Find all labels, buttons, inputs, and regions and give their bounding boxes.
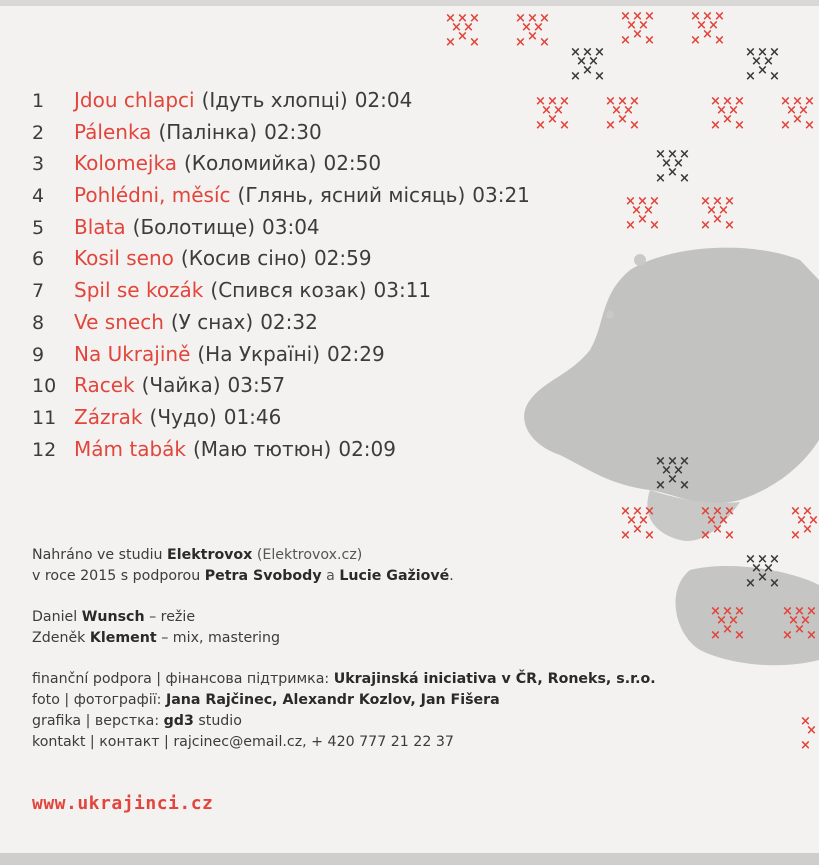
supporter-name: Lucie Gažiové [339,568,450,584]
track-duration: 02:04 [354,88,413,112]
track-number: 9 [32,343,45,366]
funding-label: finanční podpora | фінансова підтримка: [32,671,330,687]
recording-line [32,545,656,566]
track-number: 11 [32,406,57,429]
track-number: 2 [32,121,45,144]
track-row [32,183,530,215]
graphics-brand: gd3 [163,713,194,729]
supporter-name: Petra Svobody [204,568,322,584]
graphics-line [32,711,656,732]
track-title-ukrainian: (Чудо) [149,404,217,429]
track-title-czech: Na Ukrajině [74,341,191,366]
track-title-ukrainian: (У снах) [170,309,254,334]
track-title-ukrainian: (Спився козак) [210,278,367,303]
track-row [32,278,530,310]
track-number: 10 [32,375,57,398]
track-title-ukrainian: (Ідуть хлопці) [201,88,348,112]
photo-line [32,690,656,711]
support-prefix: v roce 2015 s podporou [32,568,201,584]
staff-last-name: Wunsch [81,609,145,625]
photo-value: Jana Rajčinec, Alexandr Kozlov, Jan Fišera [165,692,500,708]
track-duration: 01:46 [223,404,282,429]
track-number: 12 [32,438,57,461]
staff-last-name: Klement [89,630,157,646]
track-row [32,310,530,342]
track-title-czech: Pohlédni, měsíc [74,183,231,208]
track-row [32,342,530,374]
website-url[interactable]: www.ukrajinci.cz [32,793,214,814]
track-title-ukrainian: (Палінка) [158,119,258,144]
graphics-label: grafika | верстка: [32,713,160,729]
track-duration: 02:09 [338,436,396,461]
support-line [32,566,656,587]
track-duration: 02:29 [327,341,385,366]
studio-site: (Elektrovox.cz) [256,547,363,563]
track-title-czech: Jdou chlapci [74,88,195,112]
track-number: 8 [32,311,45,334]
contact-line: kontakt | контакт | rajcinec@email.cz, + 420 777 21 22 37 [32,734,454,750]
staff-first-name: Zdeněk [32,630,86,646]
track-title-czech: Kosil seno [74,246,174,271]
photo-label: foto | фотографії: [32,692,162,708]
track-number: 3 [32,153,45,176]
studio-name: Elektrovox [167,547,253,563]
track-row [32,88,530,120]
track-title-czech: Spil se kozák [74,278,204,303]
track-duration: 02:50 [323,151,382,176]
staff-line [32,628,656,649]
conjunction: a [326,568,335,584]
track-row [32,246,530,278]
track-duration: 02:32 [260,309,318,334]
graphics-rest: studio [198,713,242,729]
track-duration: 02:30 [264,119,322,144]
track-duration: 03:04 [262,214,320,239]
track-row [32,373,530,405]
track-duration: 03:11 [373,278,432,303]
track-title-ukrainian: (Маю тютюн) [192,436,332,461]
track-duration: 03:57 [227,373,286,398]
track-row [32,215,530,247]
track-title-czech: Ve snech [74,309,164,334]
track-title-ukrainian: (Косив сіно) [180,246,307,271]
track-list [32,88,530,468]
funding-line [32,669,656,690]
track-row [32,151,530,183]
track-duration: 03:21 [472,183,530,208]
track-duration: 02:59 [313,246,372,271]
credits-block [32,545,656,753]
staff-role: – mix, mastering [161,630,280,646]
track-title-czech: Kolomejka [74,151,177,176]
track-row [32,120,530,152]
track-title-ukrainian: (Глянь, ясний місяць) [237,183,466,208]
funding-value: Ukrajinská iniciativa v ČR, Roneks, s.r.o. [333,671,656,687]
track-number: 4 [32,185,45,208]
staff-line [32,607,656,628]
track-row [32,405,530,437]
track-title-ukrainian: (Болотище) [132,214,256,239]
track-title-czech: Mám tabák [74,436,186,461]
track-title-ukrainian: (Коломийка) [183,151,317,176]
track-number: 7 [32,280,45,303]
staff-role: – režie [149,609,196,625]
recording-prefix: Nahráno ve studiu [32,547,163,563]
track-title-czech: Racek [74,373,135,398]
track-number: 6 [32,248,45,271]
track-number: 5 [32,216,45,239]
track-title-czech: Blata [74,214,126,239]
track-number: 1 [32,90,45,112]
track-title-ukrainian: (На Україні) [197,341,321,366]
staff-first-name: Daniel [32,609,78,625]
track-title-czech: Pálenka [74,119,152,144]
period: . [449,568,454,584]
track-title-czech: Zázrak [74,404,143,429]
track-row [32,437,530,469]
track-title-ukrainian: (Чайка) [141,373,221,398]
